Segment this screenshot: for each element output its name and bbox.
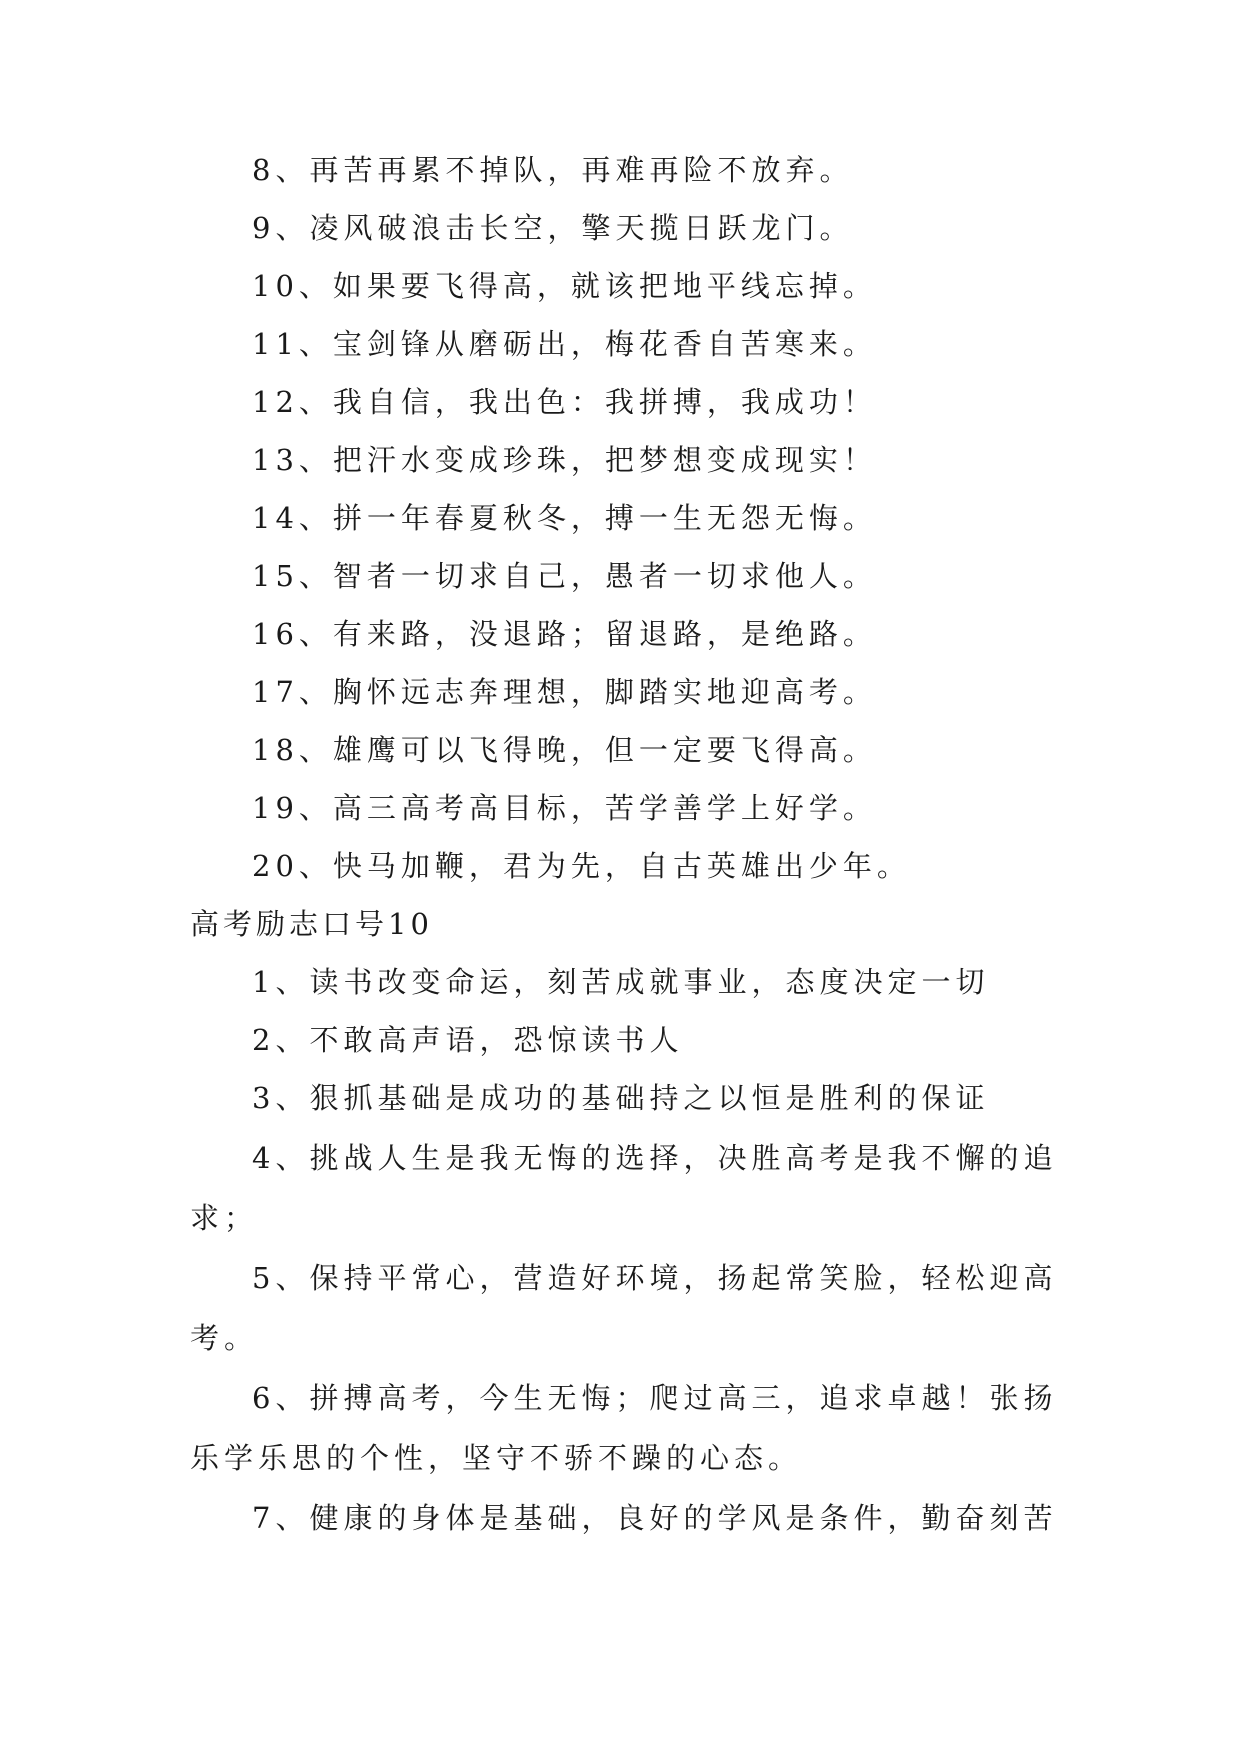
slogan-item: 2、不敢高声语，恐惊读书人 [252,1023,684,1057]
slogan-item: 4、挑战人生是我无悔的选择，决胜高考是我不懈的追 [252,1141,1058,1175]
slogan-item: 18、雄鹰可以飞得晚，但一定要飞得高。 [252,733,877,767]
slogan-item: 14、拼一年春夏秋冬，搏一生无怨无悔。 [252,501,877,535]
slogan-item: 17、胸怀远志奔理想，脚踏实地迎高考。 [252,675,877,709]
slogan-item: 11、宝剑锋从磨砺出，梅花香自苦寒来。 [252,327,877,361]
slogan-item: 12、我自信，我出色：我拼搏，我成功！ [252,385,877,419]
slogan-item: 20、快马加鞭，君为先，自古英雄出少年。 [252,849,911,883]
slogan-item: 19、高三高考高目标，苦学善学上好学。 [252,791,877,825]
slogan-item: 5、保持平常心，营造好环境，扬起常笑脸，轻松迎高 [252,1261,1058,1295]
slogan-item: 13、把汗水变成珍珠，把梦想变成现实！ [252,443,877,477]
slogan-item-continuation: 乐学乐思的个性，坚守不骄不躁的心态。 [190,1441,803,1475]
slogan-item: 9、凌风破浪击长空，擎天揽日跃龙门。 [252,211,854,245]
slogan-item: 16、有来路，没退路；留退路，是绝路。 [252,617,877,651]
slogan-item: 3、狠抓基础是成功的基础持之以恒是胜利的保证 [252,1081,990,1115]
slogan-item-continuation: 考。 [190,1321,259,1355]
slogan-item: 1、读书改变命运，刻苦成就事业，态度决定一切 [252,965,990,999]
slogan-item: 10、如果要飞得高，就该把地平线忘掉。 [252,269,877,303]
slogan-item: 8、再苦再累不掉队，再难再险不放弃。 [252,153,854,187]
slogan-item: 7、健康的身体是基础，良好的学风是条件，勤奋刻苦 [252,1501,1058,1535]
slogan-item: 15、智者一切求自己，愚者一切求他人。 [252,559,877,593]
section-heading: 高考励志口号10 [190,907,433,941]
slogan-item: 6、拼搏高考，今生无悔；爬过高三，追求卓越！张扬 [252,1381,1058,1415]
slogan-item-continuation: 求； [190,1201,259,1235]
